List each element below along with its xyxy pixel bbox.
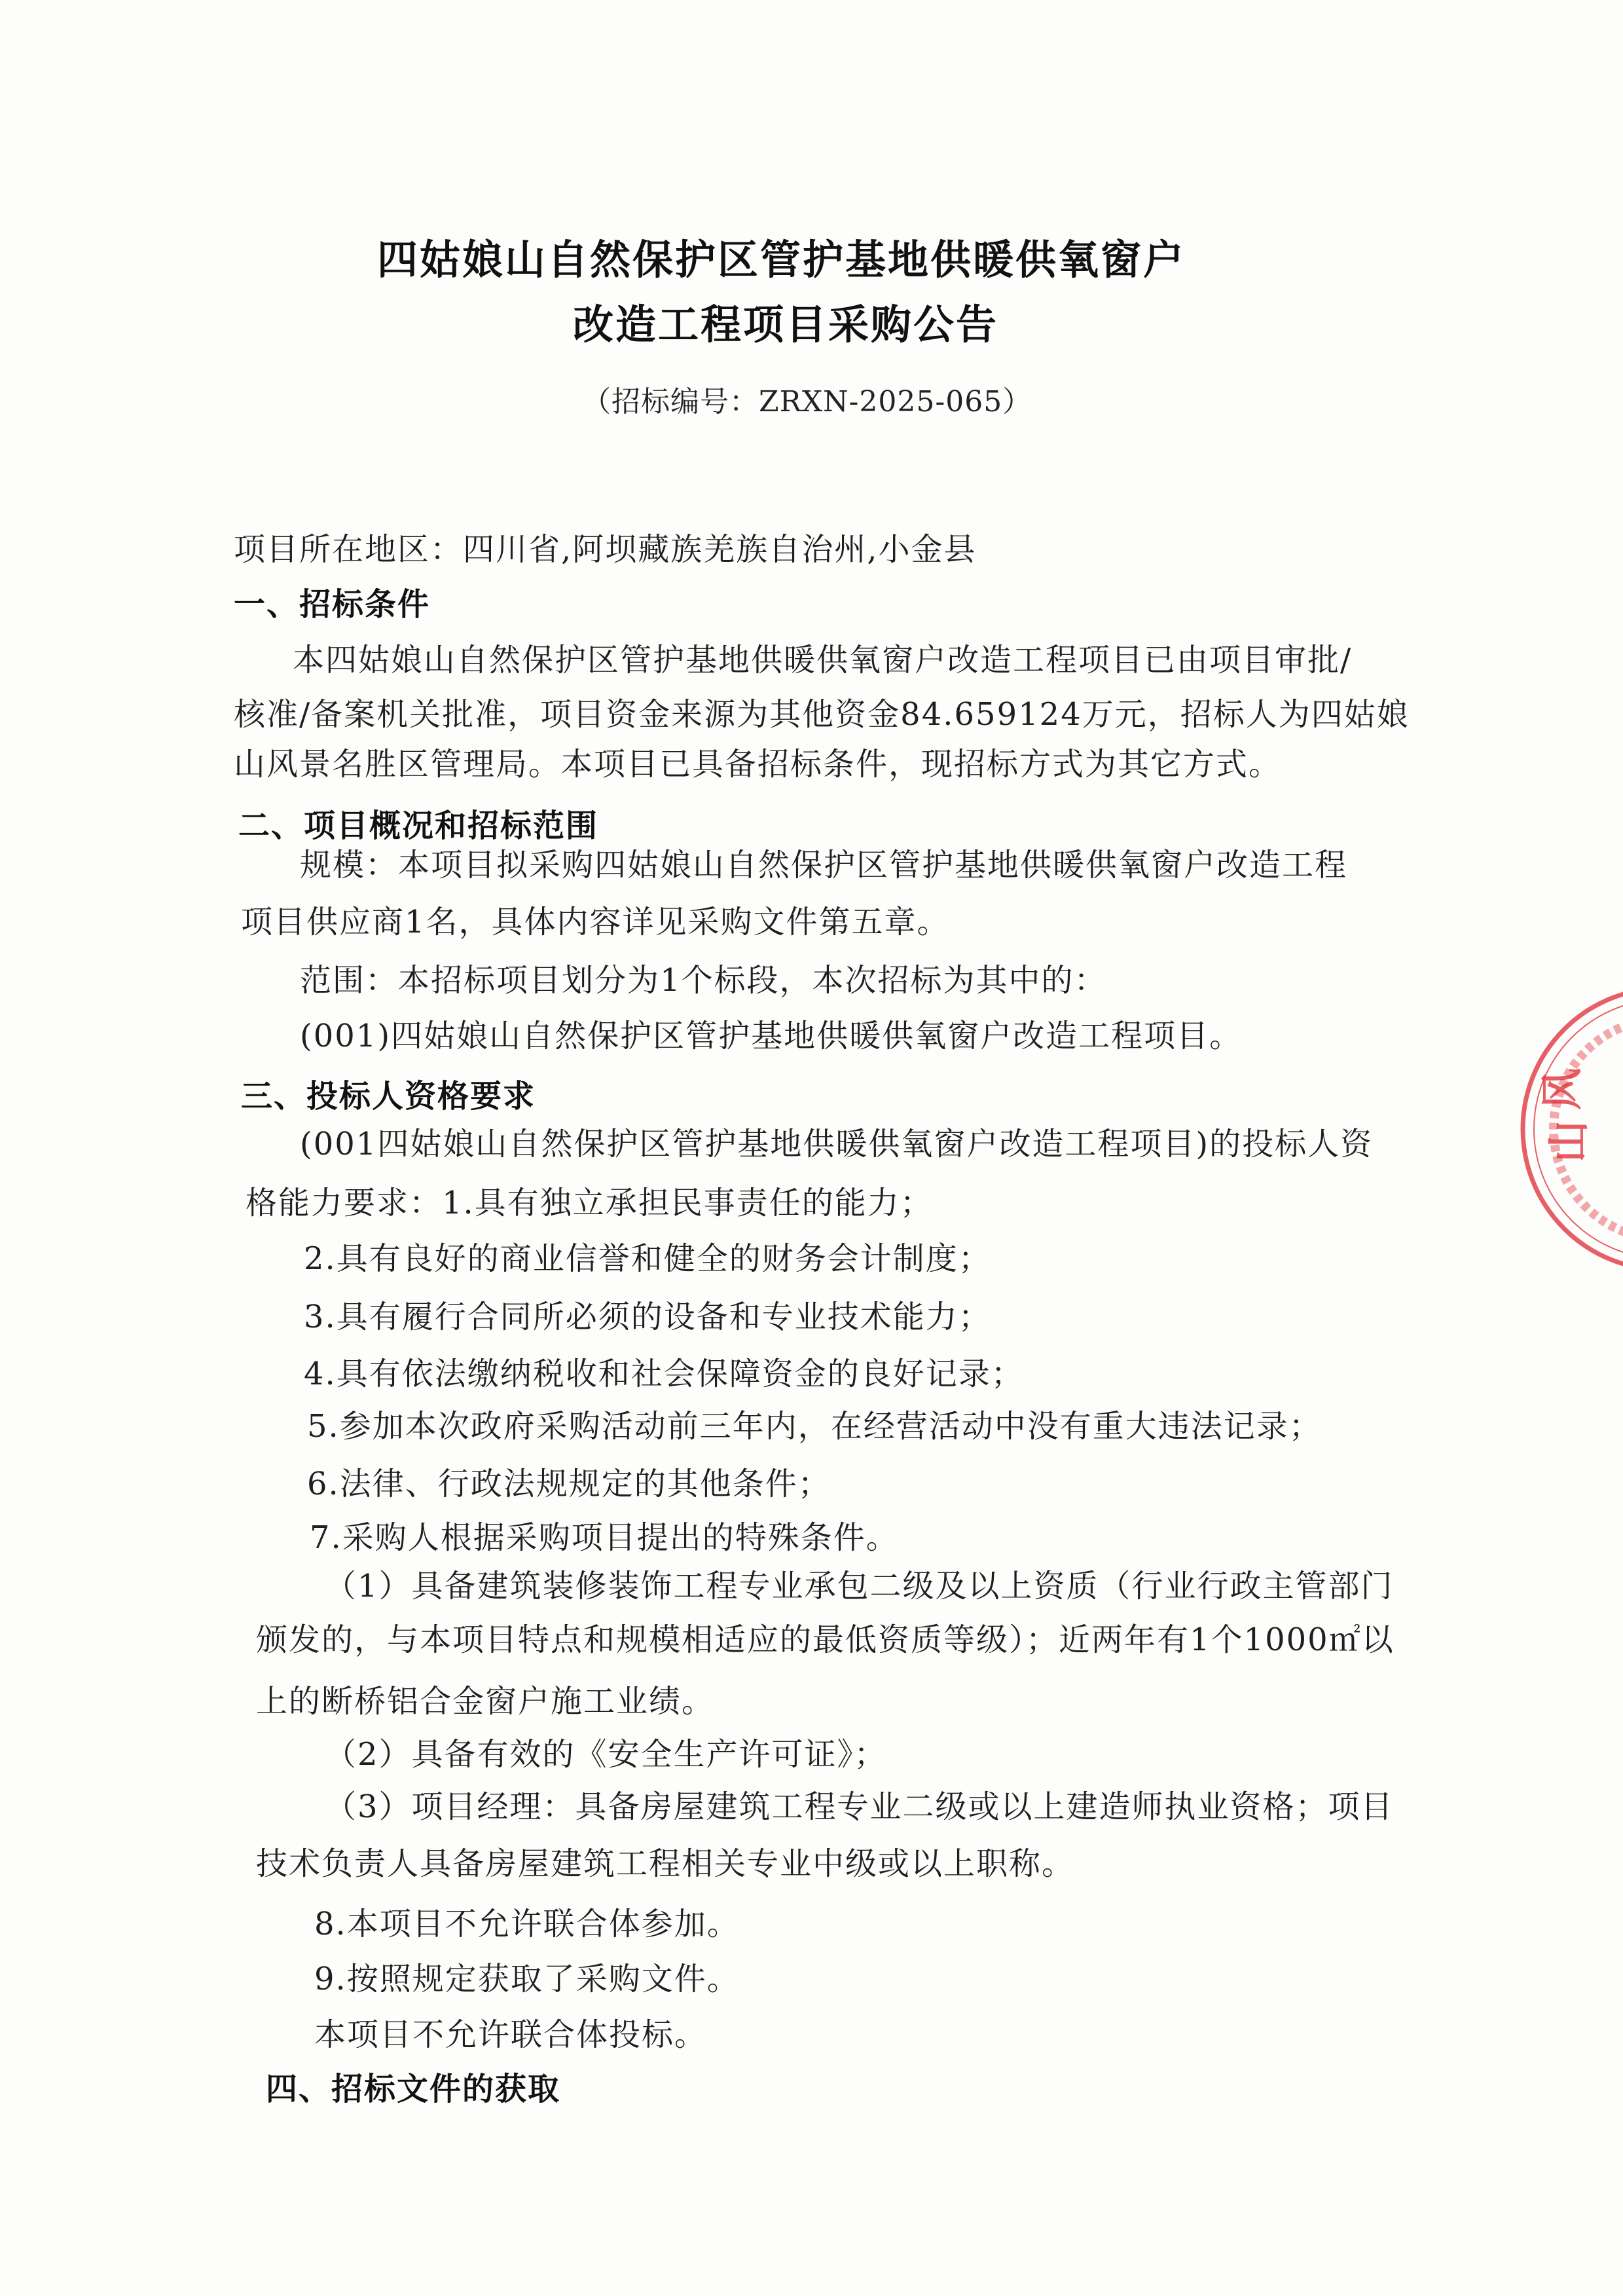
list-item: 2.具有良好的商业信誉和健全的财务会计制度； [304, 1240, 991, 1277]
paragraph-line: 本项目不允许联合体投标。 [314, 2016, 708, 2053]
section-heading-project-overview: 二、项目概况和招标范围 [238, 807, 599, 844]
bid-number: （招标编号：ZRXN-2025-065） [582, 385, 1032, 418]
sub-list-item-continuation: 技术负责人具备房屋建筑工程相关专业中级或以上职称。 [256, 1845, 1075, 1882]
sub-list-item: （3）项目经理：具备房屋建筑工程专业二级或以上建造师执业资格；项目 [325, 1788, 1394, 1825]
seal-char: 山 [1545, 1120, 1594, 1162]
list-item: 6.法律、行政法规规定的其他条件； [307, 1466, 831, 1502]
paragraph-line: 项目供应商1名，具体内容详见采购文件第五章。 [241, 904, 950, 940]
paragraph-line: 规模：本项目拟采购四姑娘山自然保护区管护基地供暖供氧窗户改造工程 [300, 847, 1348, 883]
paragraph-line: (001四姑娘山自然保护区管护基地供暖供氧窗户改造工程项目)的投标人资 [300, 1126, 1374, 1162]
list-item: 3.具有履行合同所必须的设备和专业技术能力； [304, 1299, 991, 1335]
paragraph-line: 范围：本招标项目划分为1个标段，本次招标为其中的： [300, 962, 1107, 999]
sub-list-item-continuation: 上的断桥铝合金窗户施工业绩。 [256, 1683, 715, 1720]
document-title-line-1: 四姑娘山自然保护区管护基地供暖供氧窗户 [377, 236, 1186, 284]
list-item: 格能力要求：1.具有独立承担民事责任的能力； [246, 1185, 933, 1221]
official-seal [1499, 963, 1623, 1303]
project-location-line: 项目所在地区：四川省,阿坝藏族羌族自治州,小金县 [234, 531, 977, 568]
seal-char: 风 [1539, 1068, 1587, 1110]
list-item: 8.本项目不允许联合体参加。 [314, 1906, 740, 1942]
paragraph-line: (001)四姑娘山自然保护区管护基地供暖供氧窗户改造工程项目。 [300, 1018, 1243, 1054]
paragraph-line: 本四姑娘山自然保护区管护基地供暖供氧窗户改造工程项目已由项目审批/ [293, 642, 1353, 678]
section-heading-bidding-conditions: 一、招标条件 [234, 586, 431, 623]
paragraph-line: 核准/备案机关批准，项目资金来源为其他资金84.659124万元，招标人为四姑娘 [234, 696, 1410, 733]
list-item: 9.按照规定获取了采购文件。 [314, 1961, 740, 1997]
list-item: 4.具有依法缴纳税收和社会保障资金的良好记录； [304, 1356, 1024, 1392]
sub-list-item: （2）具备有效的《安全生产许可证》； [325, 1736, 887, 1773]
list-item: 5.参加本次政府采购活动前三年内，在经营活动中没有重大违法记录； [307, 1408, 1322, 1445]
sub-list-item-continuation: 颁发的，与本项目特点和规模相适应的最低资质等级）；近两年有1个1000㎡以 [256, 1621, 1395, 1658]
section-heading-obtain-bid-documents: 四、招标文件的获取 [266, 2071, 561, 2107]
list-item: 7.采购人根据采购项目提出的特殊条件。 [310, 1519, 899, 1556]
section-heading-bidder-qualifications: 三、投标人资格要求 [241, 1078, 536, 1115]
paragraph-line: 山风景名胜区管理局。本项目已具备招标条件，现招标方式为其它方式。 [234, 746, 1282, 783]
sub-list-item: （1）具备建筑装修装饰工程专业承包二级及以上资质（行业行政主管部门 [325, 1568, 1394, 1604]
document-title-line-2: 改造工程项目采购公告 [573, 301, 999, 348]
